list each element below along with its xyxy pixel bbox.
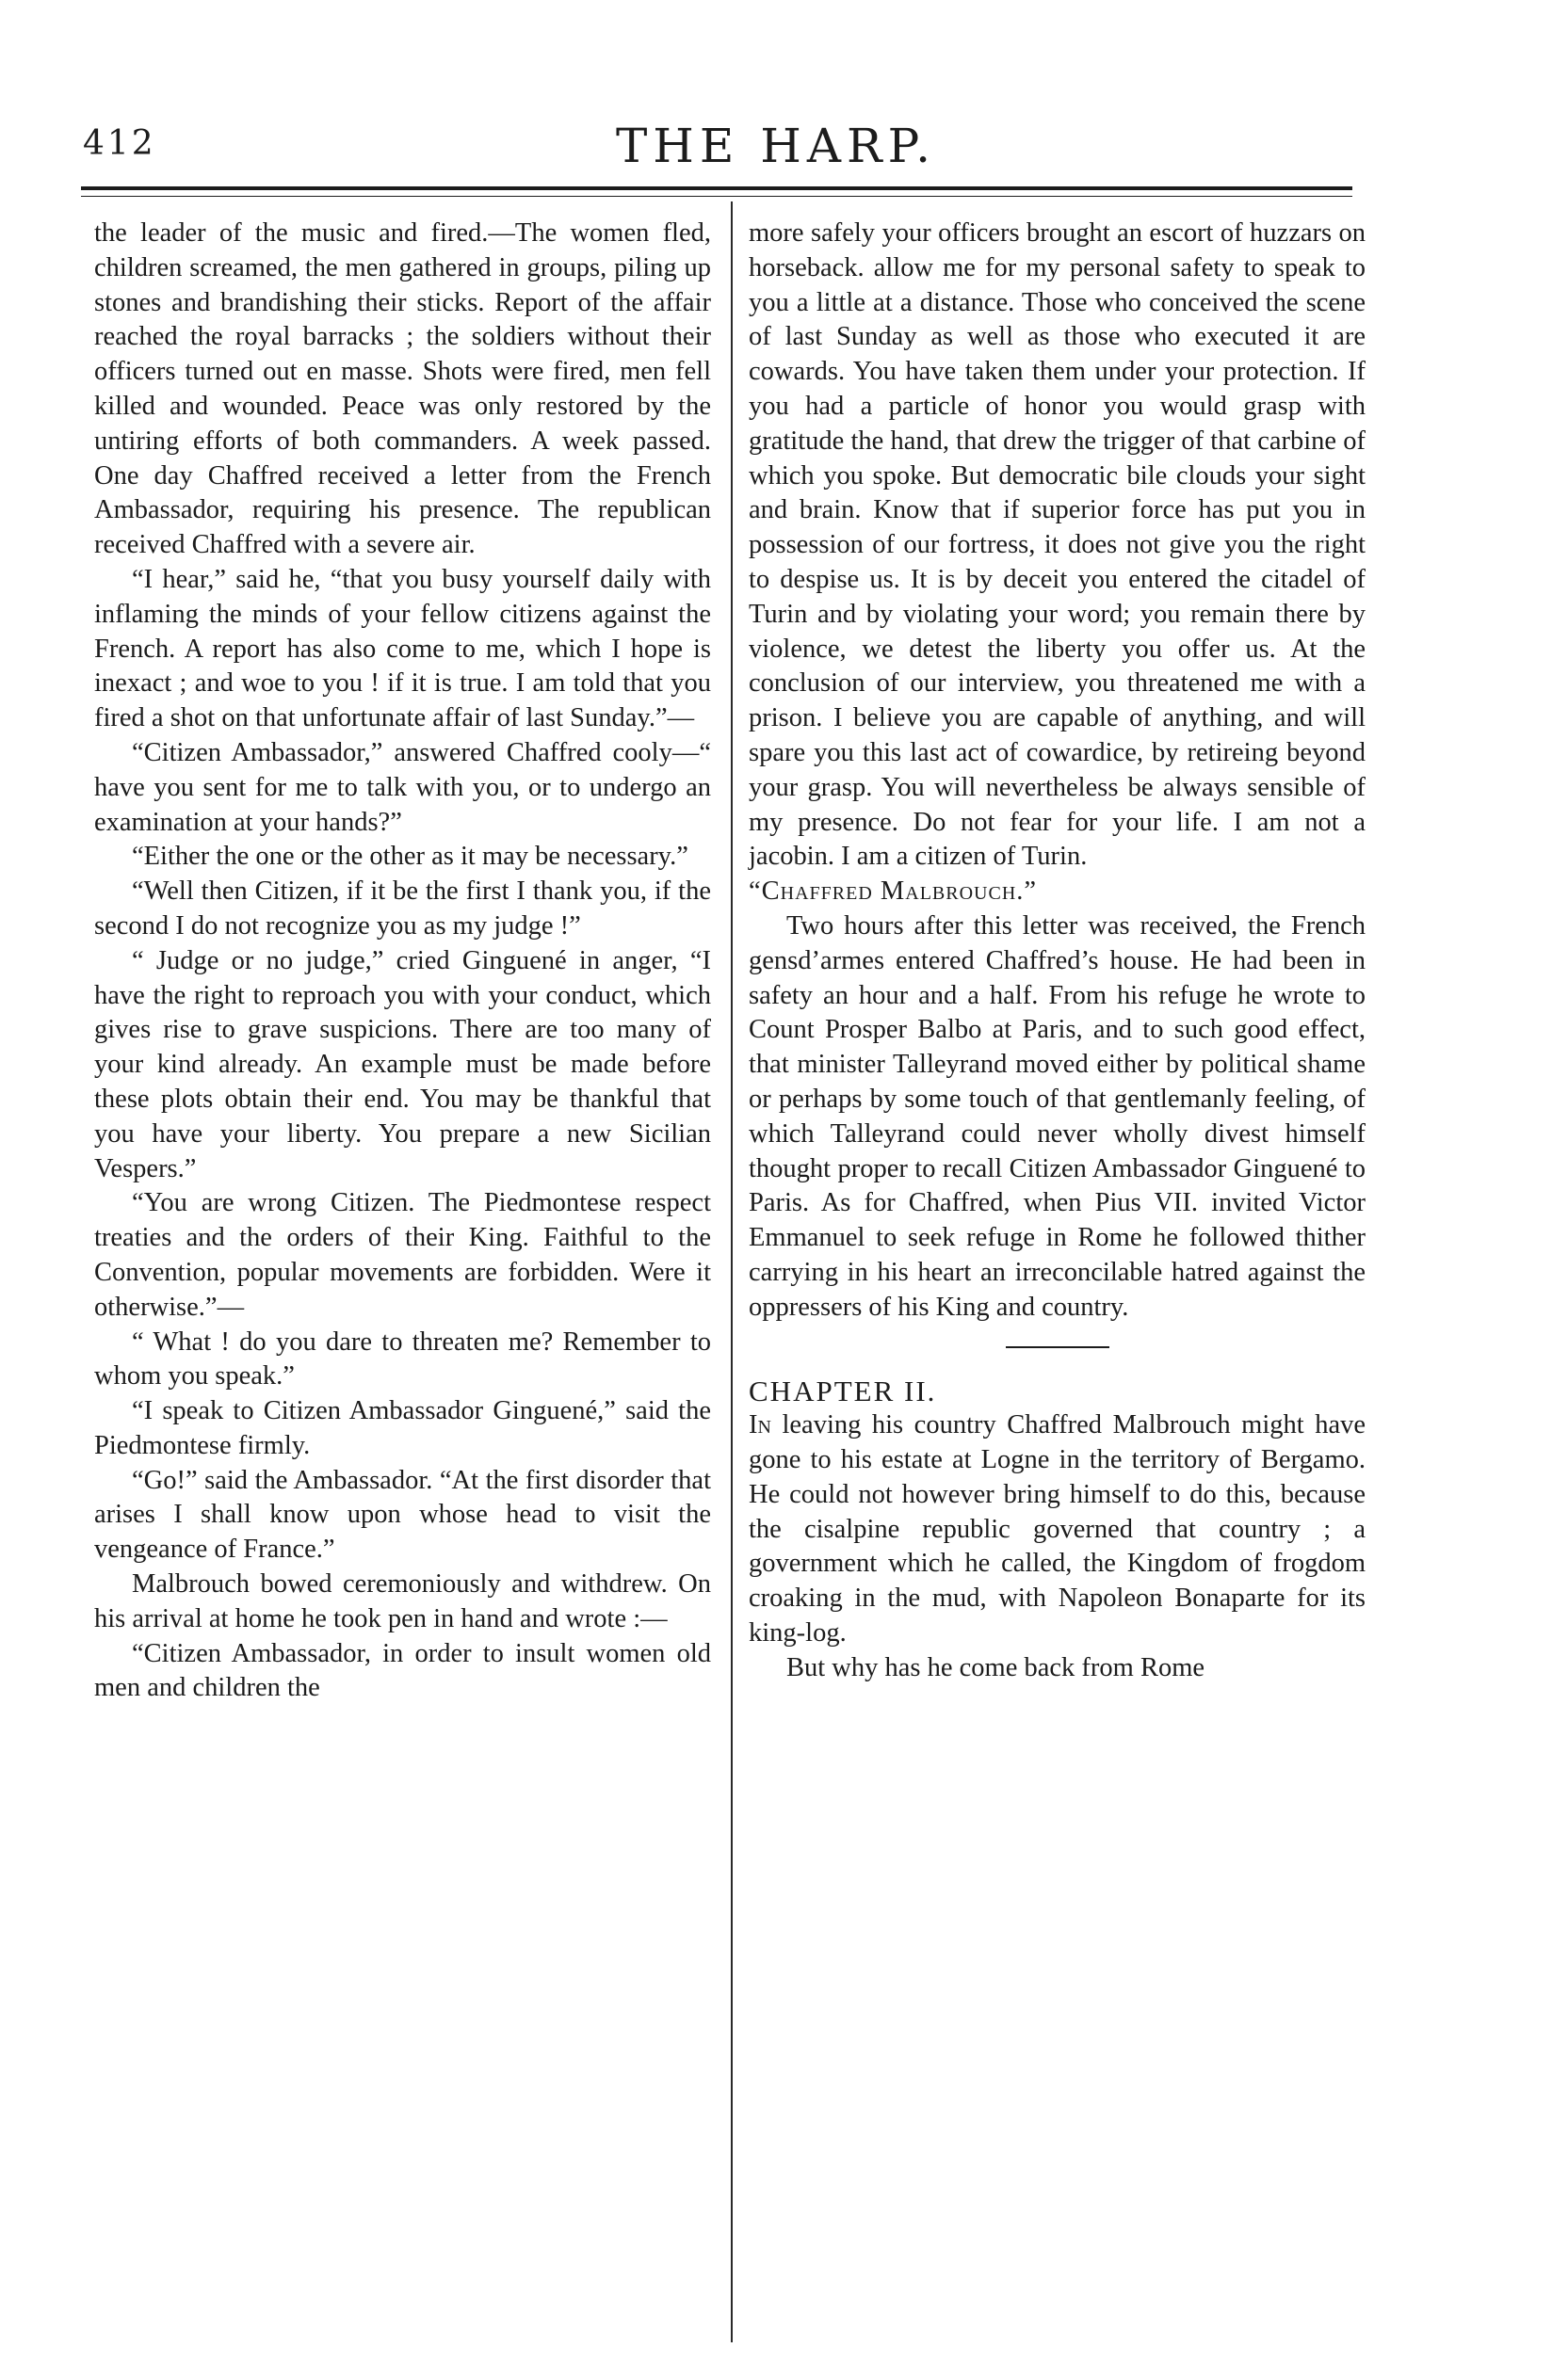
chapter-divider-rule [1006,1346,1109,1348]
letter-signature: “Chaffred Malbrouch.” [749,876,1038,907]
left-column [94,217,711,2354]
left-paragraph-7: “You are wrong Citizen. The Piedmontese respect treaties and the orders of their King. Faithful to the Convention, popular movements are forbidden. Were it otherwise.”— [94,1188,711,1322]
column-divider [731,201,733,2342]
chapter-first-word: In [749,1410,771,1440]
left-paragraph-10: “Go!” said the Ambassador. “At the first disorder that arises I shall know upon whose head to visit the vengeance of France.” [94,1465,711,1565]
header-rule-thin [81,196,1352,197]
chapter-opening-paragraph [749,1408,1366,1651]
chapter-heading: CHAPTER II. [749,1374,937,1407]
left-paragraph-1: the leader of the music and fired.—The women fled, children screamed, the men gathered in groups, piling up stones and brandishing their sticks. Report of the affair reached the royal barracks ; the soldiers without their officers turned out en masse. Shots were fired, men fell killed and wounded. Peace was only restored by the untiring efforts of both commanders. A week passed. One day Chaffred received a letter from the French Ambassador, requiring his presence. The republican received Chaffred with a severe air. [94,218,711,560]
right-last-line: But why has he come back from Rome [786,1652,1205,1682]
letter-continuation: more safely your officers brought an escort of huzzars on horseback. allow me for my personal safety to speak to you a little at a distance. Those who conceived the scene of last Sunday as well as those who executed it are cowards. You have taken them under your protection. If you had a particle of honor you would grasp with gratitude the hand, that drew the trigger of that carbine of which you spoke. But democratic bile clouds your sight and brain. Know that if superior force has put you in possession of our fortress, it does not give you the right to despise us. It is by deceit you entered the citadel of Turin and by violating your word; you remain there by violence, we detest the liberty you offer us. At the conclusion of our interview, you threatened me with a prison. I believe you are capable of anything, and will spare you this last act of cowardice, by retireing beyond your grasp. You will nevertheless be always sensible of my presence. Do not fear for your life. I am not a jacobin. I am a citizen of Turin. [749,218,1366,872]
left-paragraph-8: “ What ! do you dare to threaten me? Remember to whom you speak.” [94,1327,711,1391]
left-paragraph-5: “Well then Citizen, if it be the first I thank you, if the second I do not recognize you as my judge !” [94,876,711,941]
left-paragraph-3: “Citizen Ambassador,” answered Chaffred cooly—“ have you sent for me to talk with you, or to undergo an examination at your hands?” [94,737,711,837]
left-paragraph-9: “I speak to Citizen Ambassador Ginguené,” said the Piedmontese firmly. [94,1396,711,1460]
left-paragraph-2: “I hear,” said he, “that you busy yourself daily with inflaming the minds of your fellow citizens against the French. A report has also come to me, which I hope is inexact ; and woe to you ! if it is true. I am told that you fired a shot on that unfortunate affair of last Sunday.”— [94,564,711,733]
left-paragraph-12: “Citizen Ambassador, in order to insult women old men and children the [94,1638,711,1703]
page-number: 412 [83,124,156,163]
left-paragraph-6: “ Judge or no judge,” cried Ginguené in anger, “I have the right to reproach you with your conduct, which gives rise to grave suspicions. There are too many of your kind already. An example must be made before these plots obtain their end. You may be thankful that you have your liberty. You prepare a new Sicilian Vespers.” [94,945,711,1183]
running-head-title: THE HARP. [615,119,937,173]
right-paragraph-after-letter: Two hours after this letter was received, the French gensd’armes entered Chaffred’s house. He had been in safety an hour and a half. From his refuge he wrote to Count Prosper Balbo at Paris, and to such good effect, that minister Talleyrand moved either by political shame or perhaps by some touch of that gentlemanly feeling, of which Talleyrand could never wholly divest himself thought proper to recall Citizen Ambassador Ginguené to Paris. As for Chaffred, when Pius VII. invited Victor Emmanuel to seek refuge in Rome he followed thither carrying in his heart an irreconcilable hatred against the oppressers of his King and country. [749,910,1366,1322]
header-rule-thick [81,186,1352,190]
left-paragraph-4: “Either the one or the other as it may be necessary.” [132,842,688,872]
left-paragraph-11: Malbrouch bowed ceremoniously and withdrew. On his arrival at home he took pen in hand and wrote :— [94,1569,711,1633]
chapter-paragraph-text: leaving his country Chaffred Malbrouch might have gone to his estate at Logne in the territory of Bergamo. He could not however bring himself to do this, because the cisalpine republic governed that country ; a government which he called, the Kingdom of frogdom croaking in the mud, with Napoleon Bonaparte for its king-log. [749,1410,1366,1648]
right-column [749,217,1366,2354]
